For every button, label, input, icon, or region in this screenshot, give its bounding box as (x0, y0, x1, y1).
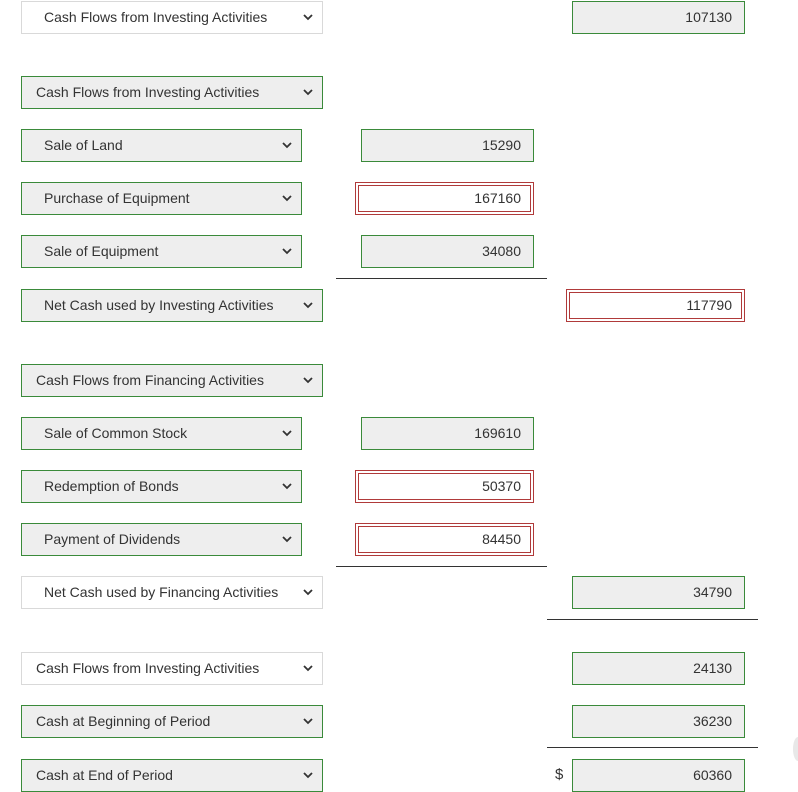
chevron-down-icon (302, 365, 314, 396)
amount-field-detail-9[interactable]: 50370 (355, 470, 534, 503)
chevron-down-icon (281, 418, 293, 449)
account-select-label: Cash Flows from Investing Activities (36, 84, 260, 100)
account-select-6[interactable] (21, 289, 323, 322)
account-select-label: Redemption of Bonds (44, 478, 179, 494)
amount-field-detail-5[interactable]: 34080 (361, 235, 534, 268)
account-select-label: Cash Flows from Investing Activities (44, 9, 268, 25)
account-select-7[interactable] (21, 364, 323, 397)
chevron-down-icon (281, 524, 293, 555)
amount-field-detail-8[interactable]: 169610 (361, 417, 534, 450)
account-select-1[interactable] (21, 1, 323, 34)
account-select-label: Purchase of Equipment (44, 190, 190, 206)
account-select-4[interactable] (21, 182, 302, 215)
chevron-down-icon (302, 653, 314, 684)
account-select-label: Cash Flows from Financing Activities (36, 372, 264, 388)
account-select-label: Sale of Land (44, 137, 123, 153)
chevron-down-icon (302, 2, 314, 33)
account-select-5[interactable] (21, 235, 302, 268)
chevron-down-icon (281, 236, 293, 267)
amount-field-detail-10[interactable]: 84450 (355, 523, 534, 556)
account-select-2[interactable] (21, 76, 323, 109)
amount-field-total-11[interactable]: 34790 (572, 576, 745, 609)
account-select-label: Cash at End of Period (36, 767, 173, 783)
amount-field-total-1[interactable]: 107130 (572, 1, 745, 34)
amount-field-detail-3[interactable]: 15290 (361, 129, 534, 162)
amount-field-total-12[interactable]: 24130 (572, 652, 745, 685)
total-rule (547, 747, 758, 748)
account-select-14[interactable] (21, 759, 323, 792)
account-select-label: Net Cash used by Investing Activities (44, 297, 274, 313)
account-select-label: Cash at Beginning of Period (36, 713, 211, 729)
chevron-down-icon (281, 130, 293, 161)
chevron-down-icon (281, 183, 293, 214)
chevron-down-icon (302, 577, 314, 608)
account-select-3[interactable] (21, 129, 302, 162)
chevron-down-icon (302, 760, 314, 791)
chevron-down-icon (302, 290, 314, 321)
account-select-label: Cash Flows from Investing Activities (36, 660, 260, 676)
account-select-8[interactable] (21, 417, 302, 450)
account-select-9[interactable] (21, 470, 302, 503)
scroll-edge-indicator (793, 737, 798, 761)
account-select-label: Sale of Equipment (44, 243, 159, 259)
amount-field-total-13[interactable]: 36230 (572, 705, 745, 738)
account-select-10[interactable] (21, 523, 302, 556)
account-select-12[interactable] (21, 652, 323, 685)
subtotal-rule (336, 566, 547, 567)
account-select-11[interactable] (21, 576, 323, 609)
dollar-sign: $ (555, 766, 564, 783)
chevron-down-icon (302, 706, 314, 737)
account-select-label: Sale of Common Stock (44, 425, 188, 441)
amount-field-total-14[interactable]: 60360 (572, 759, 745, 792)
amount-field-total-6[interactable]: 117790 (566, 289, 745, 322)
total-rule (547, 619, 758, 620)
account-select-13[interactable] (21, 705, 323, 738)
account-select-label: Payment of Dividends (44, 531, 181, 547)
amount-field-detail-4[interactable]: 167160 (355, 182, 534, 215)
chevron-down-icon (302, 77, 314, 108)
subtotal-rule (336, 278, 547, 279)
account-select-label: Net Cash used by Financing Activities (44, 584, 279, 600)
chevron-down-icon (281, 471, 293, 502)
